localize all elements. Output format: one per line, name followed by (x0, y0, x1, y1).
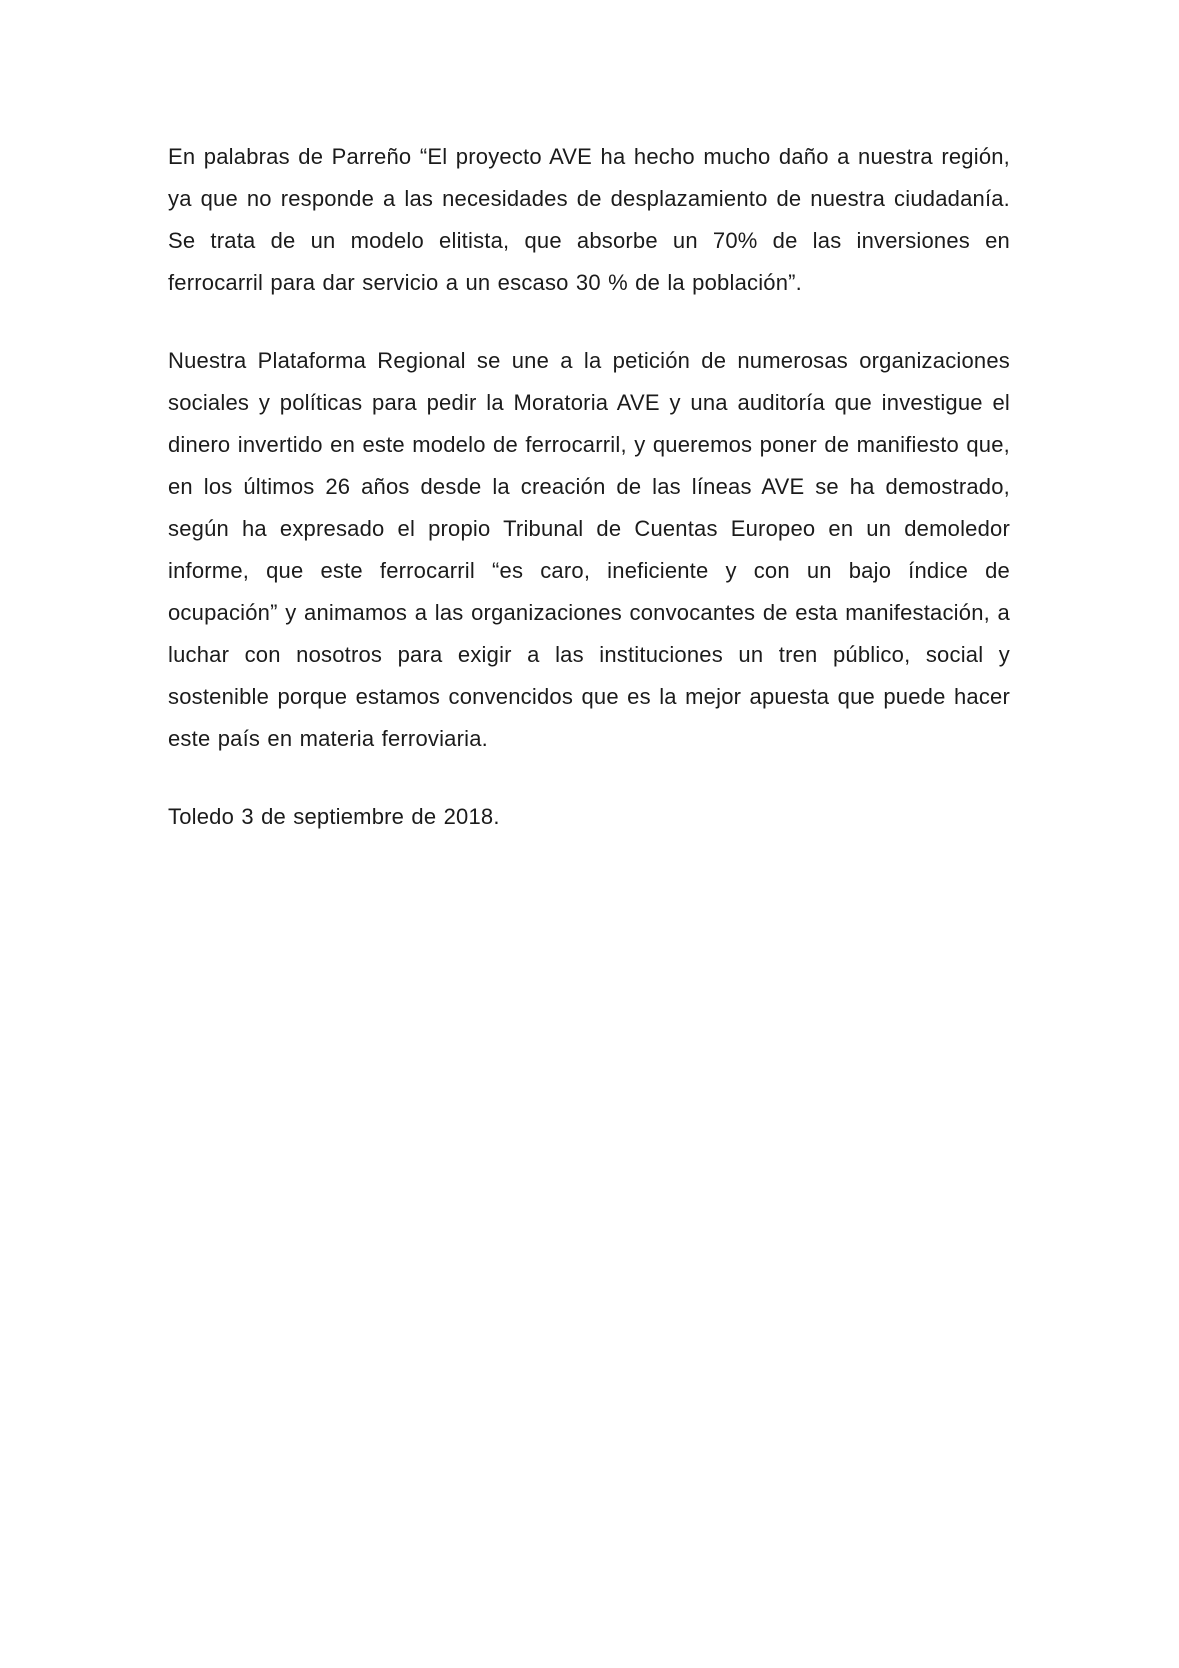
paragraph-quote-parreno: En palabras de Parreño “El proyecto AVE ha hecho mucho daño a nuestra región, ya que no responde a las necesidades de desplazamiento de nuestra ciudadanía. Se trata de un modelo elitista, que absorbe un 70% de las inversiones en ferrocarril para dar servicio a un escaso 30 % de la población”. (168, 144, 1010, 295)
date-line: Toledo 3 de septiembre de 2018. (168, 804, 500, 829)
paragraph-plataforma-statement: Nuestra Plataforma Regional se une a la petición de numerosas organizaciones sociales y políticas para pedir la Moratoria AVE y una auditoría que investigue el dinero invertido en este modelo de ferrocarril, y queremos poner de manifiesto que, en los últimos 26 años desde la creación de las líneas AVE se ha demostrado, según ha expresado el propio Tribunal de Cuentas Europeo en un demoledor informe, que este ferrocarril “es caro, ineficiente y con un bajo índice de ocupación” y animamos a las organizaciones convocantes de esta manifestación, a luchar con nosotros para exigir a las instituciones un tren público, social y sostenible porque estamos convencidos que es la mejor apuesta que puede hacer este país en materia ferroviaria. (168, 348, 1010, 751)
